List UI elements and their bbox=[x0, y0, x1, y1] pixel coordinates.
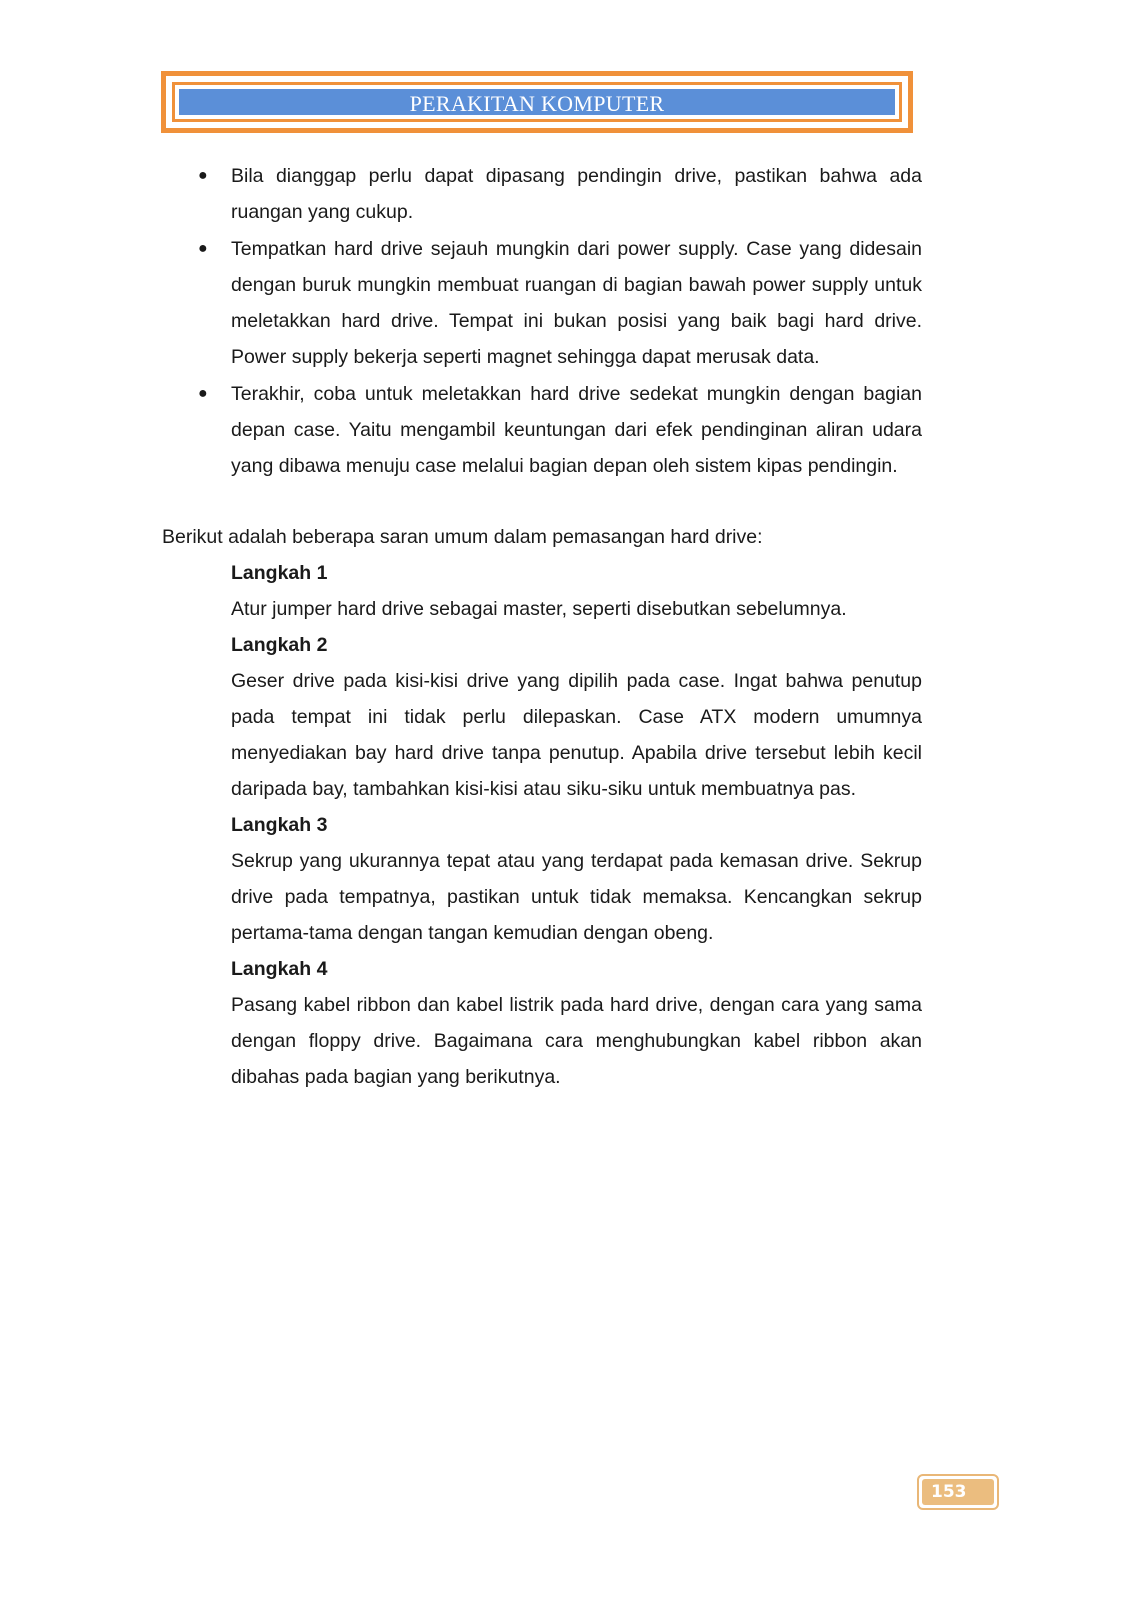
step-body: Geser drive pada kisi-kisi drive yang dipilih pada case. Ingat bahwa penutup pada tempat ini tidak perlu dilepaskan. Case ATX modern umumnya menyediakan bay hard drive tanpa penutup. Apabila drive tersebut lebih kecil daripada bay, tambahkan kisi-kisi atau siku-siku untuk membuatnya pas. bbox=[231, 670, 922, 800]
list-item-text: Tempatkan hard drive sejauh mungkin dari power supply. Case yang didesain dengan buruk mungkin membuat ruangan di bagian bawah power supply untuk meletakkan hard drive. Tempat ini bukan posisi yang baik bagi hard drive. Power supply bekerja seperti magnet sehingga dapat merusak data. bbox=[231, 238, 922, 368]
page-header-banner bbox=[161, 71, 913, 133]
list-item bbox=[162, 158, 922, 230]
list-item-text: Terakhir, coba untuk meletakkan hard drive sedekat mungkin dengan bagian depan case. Yaitu mengambil keuntungan dari efek pendinginan aliran udara yang dibawa menuju case melalui bagian depan oleh sistem kipas pendingin. bbox=[231, 383, 922, 477]
bullet-icon: ● bbox=[198, 385, 208, 402]
step-block bbox=[231, 627, 922, 807]
list-item bbox=[162, 231, 922, 375]
page-header-fill bbox=[179, 89, 895, 115]
step-title: Langkah 4 bbox=[231, 958, 328, 980]
step-block bbox=[231, 807, 922, 951]
step-body: Pasang kabel ribbon dan kabel listrik pada hard drive, dengan cara yang sama dengan floppy drive. Bagaimana cara menghubungkan kabel ribbon akan dibahas pada bagian yang berikutnya. bbox=[231, 994, 922, 1088]
steps-intro-paragraph: Berikut adalah beberapa saran umum dalam pemasangan hard drive: bbox=[162, 526, 763, 548]
step-title: Langkah 1 bbox=[231, 562, 328, 584]
page-number-fill bbox=[922, 1479, 994, 1505]
step-body: Sekrup yang ukurannya tepat atau yang terdapat pada kemasan drive. Sekrup drive pada tempatnya, pastikan untuk tidak memaksa. Kencangkan sekrup pertama-tama dengan tangan kemudian dengan obeng. bbox=[231, 850, 922, 944]
list-item-text: Bila dianggap perlu dapat dipasang pendingin drive, pastikan bahwa ada ruangan yang cukup. bbox=[231, 165, 922, 223]
page-header-title: PERAKITAN KOMPUTER bbox=[409, 91, 665, 116]
step-body: Atur jumper hard drive sebagai master, seperti disebutkan sebelumnya. bbox=[231, 598, 847, 620]
step-block bbox=[231, 951, 922, 1095]
page-header-frame bbox=[172, 82, 902, 122]
step-block bbox=[231, 555, 922, 627]
page-number: 153 bbox=[931, 1482, 967, 1502]
page-content bbox=[162, 158, 922, 1095]
bullet-icon: ● bbox=[198, 167, 208, 184]
installation-steps bbox=[162, 555, 922, 1095]
page-number-badge bbox=[917, 1474, 999, 1510]
step-title: Langkah 3 bbox=[231, 814, 328, 836]
tips-bullet-list bbox=[162, 158, 922, 484]
bullet-icon: ● bbox=[198, 240, 208, 257]
step-title: Langkah 2 bbox=[231, 634, 328, 656]
list-item bbox=[162, 376, 922, 484]
